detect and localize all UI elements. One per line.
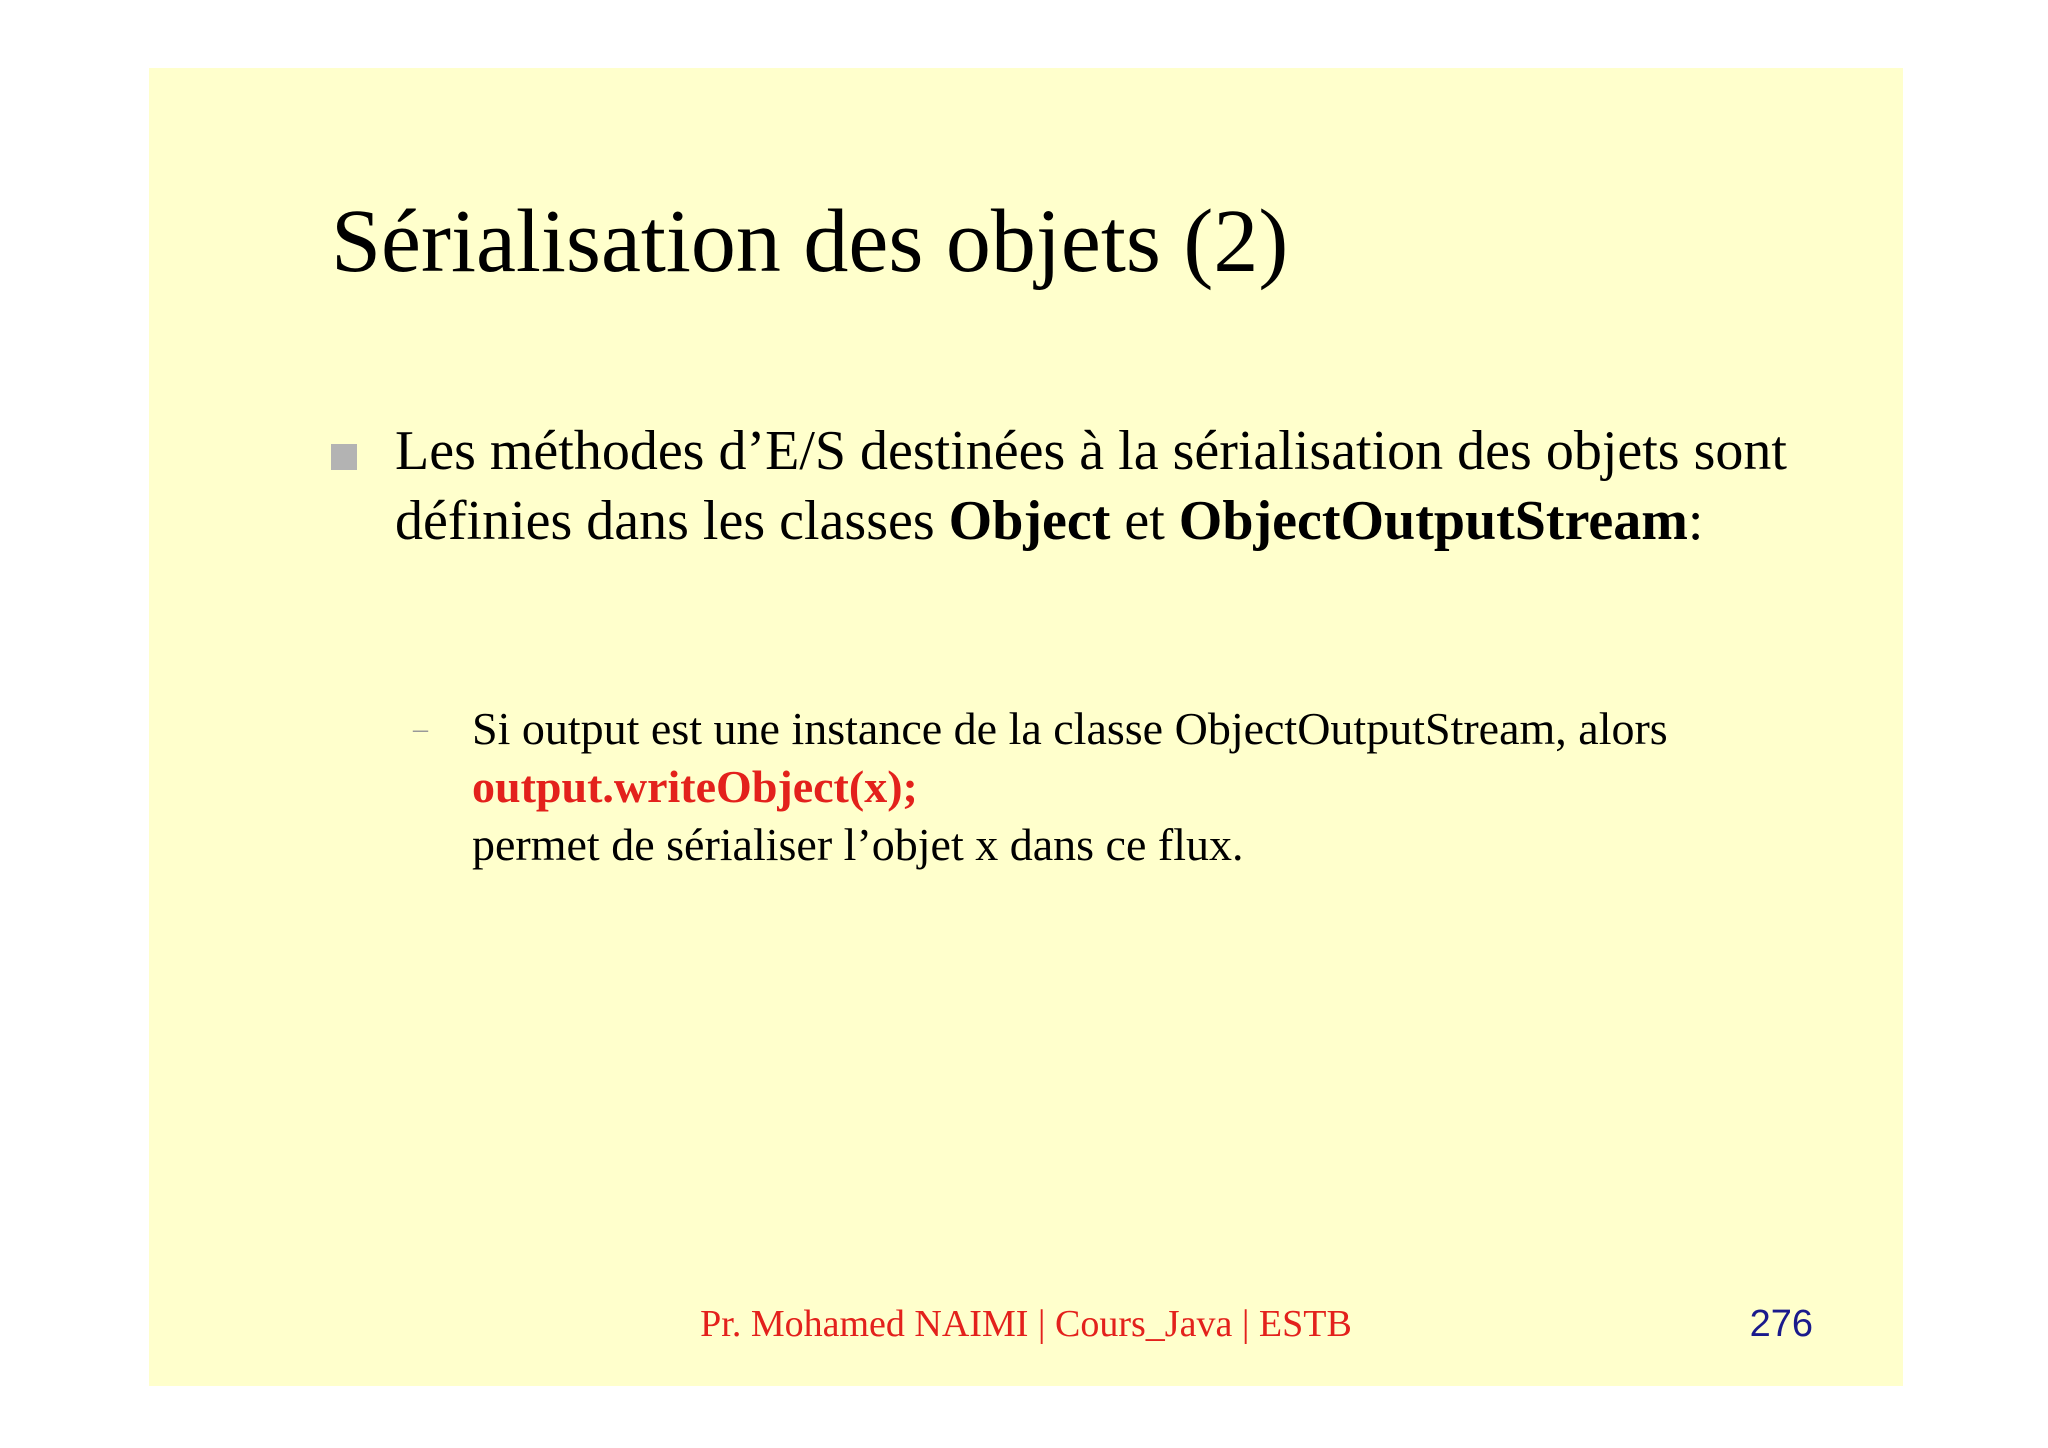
dash-bullet-icon: – <box>413 712 428 745</box>
code-snippet: output.writeObject(x); <box>472 761 918 812</box>
bold-class-object: Object <box>948 490 1111 552</box>
footer-author: Pr. Mohamed NAIMI | Cours_Java | ESTB <box>700 1303 1352 1345</box>
bold-class-objectoutputstream: ObjectOutputStream <box>1178 490 1688 552</box>
sub-bullet-line: permet de sérialiser l’objet x dans ce flux. <box>472 819 1244 870</box>
sub-bullet-line: Si output est une instance de la classe ObjectOutputStream, alors <box>472 703 1668 754</box>
bullet-text-part: et <box>1110 490 1179 552</box>
page-number: 276 <box>1749 1303 1813 1345</box>
square-bullet-icon <box>331 444 357 470</box>
sub-bullet-text <box>472 700 1852 874</box>
bullet-text <box>395 416 1815 556</box>
slide-title: Sérialisation des objets (2) <box>331 192 1289 291</box>
slide <box>149 68 1903 1386</box>
bullet-text-part: : <box>1687 490 1704 552</box>
bullet-text-part: Les méthodes d’E/S destinées à la sérialisation des objets sont définies dans les classes <box>395 420 1787 552</box>
